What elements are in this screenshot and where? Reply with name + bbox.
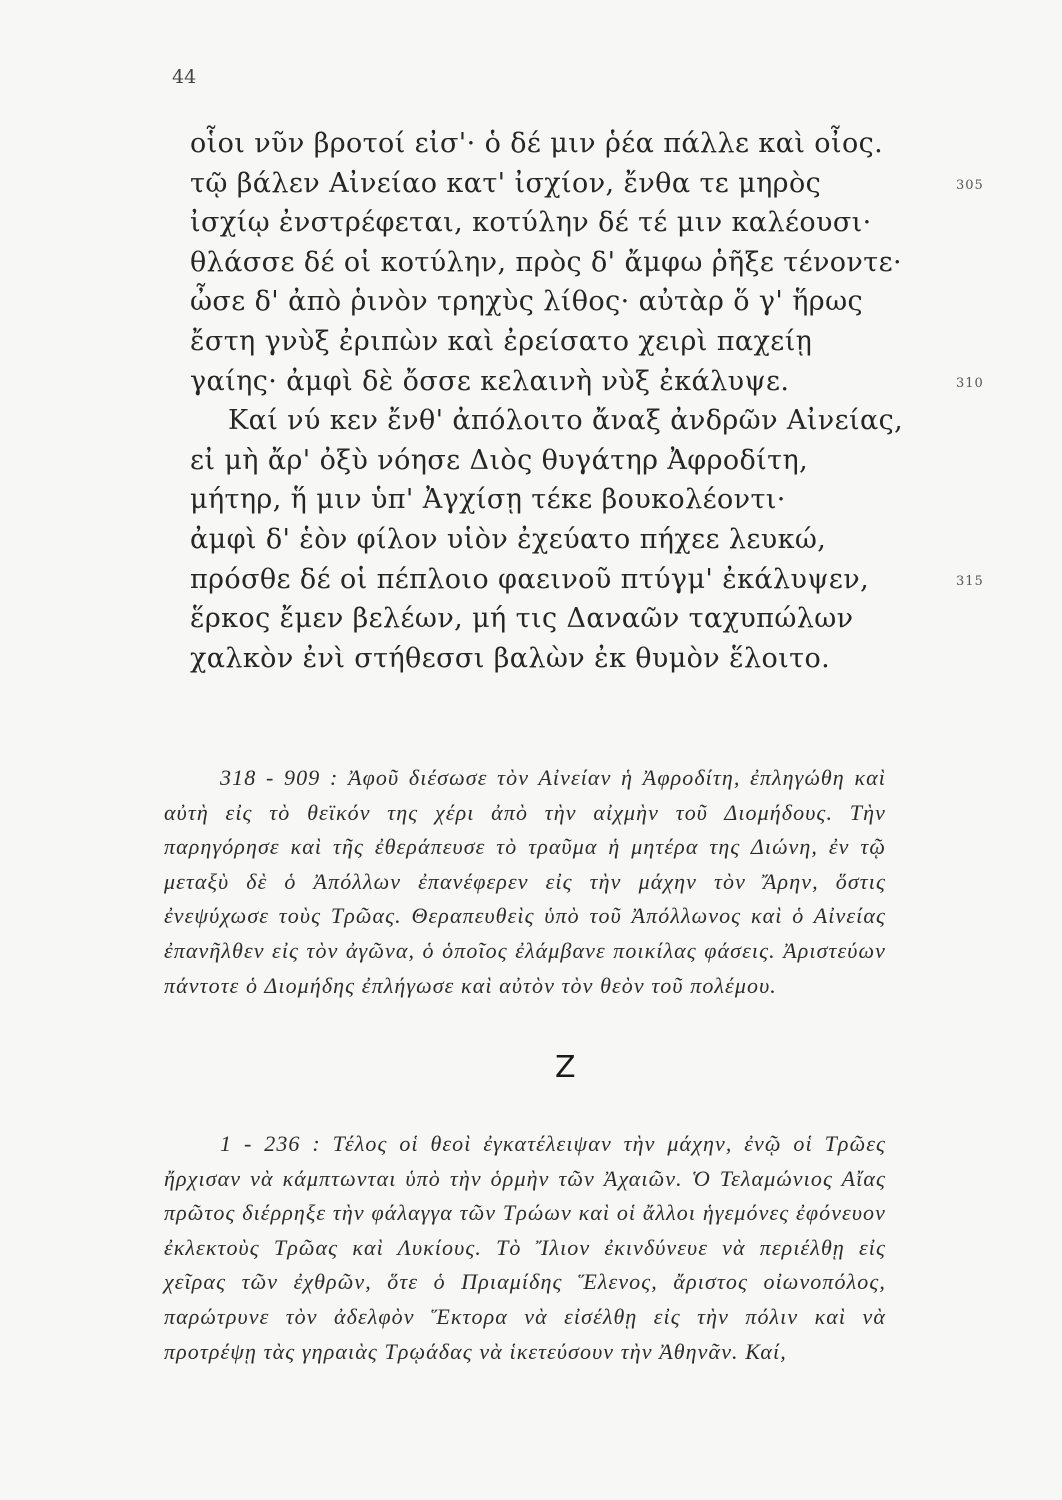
verse-text: ἔστη γνὺξ ἐριπὼν καὶ ἐρείσατο χειρὶ παχείῃ <box>190 325 813 357</box>
verse-text: ἰσχίῳ ἐνστρέφεται, κοτύλην δέ τέ μιν καλέουσι· <box>190 207 872 239</box>
verse-text: Καί νύ κεν ἔνθ' ἀπόλοιτο ἄναξ ἀνδρῶν Αἰνείας, <box>228 405 904 437</box>
verse-text: ὦσε δ' ἀπὸ ῥινὸν τρηχὺς λίθος· αὐτὰρ ὅ γ' ἥρως <box>190 286 864 318</box>
section-heading: Z <box>555 1050 576 1085</box>
verse-line <box>190 560 984 600</box>
verse-line <box>190 401 910 441</box>
commentary-paragraph: 1 - 236 : Τέλος οἱ θεοὶ ἐγκατέλειψαν τὴν μάχην, ἐνῷ οἱ Τρῶες ἤρχισαν νὰ κάμπτωνται ὑπὸ τὴν ὁρμὴν τῶν Ἀχαιῶν. Ὁ Τελαμώνιος Αἴας πρῶτος διέρρηξε τὴν φάλαγγα τῶν Τρώων καὶ οἱ ἄλλοι ἡγεμόνες ἐφόνευον ἐκλεκτοὺς Τρῶας καὶ Λυκίους. Τὸ Ἴλιον ἐκινδύνευε νὰ περιέλθῃ εἰς χεῖρας τῶν ἐχθρῶν, ὅτε ὁ Πριαμίδης Ἕλενος, ἄριστος οἰωνοπόλος, παρώτρυνε τὸν ἀδελφὸν Ἕκτορα νὰ εἰσέλθῃ εἰς τὴν πόλιν καὶ νὰ προτρέψῃ τὰς γηραιὰς Τρῳάδας νὰ ἱκετεύσουν τὴν Ἀθηνᾶν. Καί, <box>164 1131 886 1364</box>
verse-text: ἀμφὶ δ' ἑὸν φίλον υἱὸν ἐχεύατο πήχεε λευκώ, <box>190 523 827 555</box>
verse-text: θλάσσε δέ οἱ κοτύλην, πρὸς δ' ἄμφω ῥῆξε τένοντε· <box>190 246 902 278</box>
verse-line <box>190 164 984 204</box>
verse-text: γαίης· ἀμφὶ δὲ ὄσσε κελαινὴ νὺξ ἐκάλυψε. <box>190 365 790 397</box>
verse-line <box>190 441 910 481</box>
verse-text: οἷοι νῦν βροτοί εἰσ'· ὁ δέ μιν ῥέα πάλλε καὶ οἶος. <box>190 128 884 159</box>
verse-number: 305 <box>956 177 984 193</box>
verse-line <box>190 282 910 322</box>
verse-text: ἕρκος ἔμεν βελέων, μή τις Δαναῶν ταχυπώλων <box>190 603 854 635</box>
verse-line <box>190 243 910 283</box>
verse-line <box>190 639 910 679</box>
page-number: 44 <box>172 66 197 88</box>
verse-text: εἰ μὴ ἄρ' ὀξὺ νόησε Διὸς θυγάτηρ Ἀφροδίτη, <box>190 444 809 476</box>
verse-line <box>190 599 910 639</box>
verse-text: πρόσθε δέ οἱ πέπλοιο φαεινοῦ πτύγμ' ἐκάλυψεν, <box>190 563 870 595</box>
verse-line <box>190 203 910 243</box>
verse-number: 310 <box>956 375 984 391</box>
verse-line <box>190 124 910 164</box>
verse-text: μήτηρ, ἥ μιν ὑπ' Ἀγχίσῃ τέκε βουκολέοντι· <box>190 484 786 516</box>
verse-text: τῷ βάλεν Αἰνείαο κατ' ἰσχίον, ἔνθα τε μηρὸς <box>190 167 822 199</box>
verse-line <box>190 322 910 362</box>
verse-line <box>190 520 910 560</box>
verse-number: 315 <box>956 573 984 589</box>
verse-line <box>190 480 910 520</box>
verse-text: χαλκὸν ἐνὶ στήθεσσι βαλὼν ἐκ θυμὸν ἕλοιτο. <box>190 642 831 674</box>
verse-line <box>190 362 984 402</box>
poem-text <box>190 124 984 678</box>
commentary-paragraph: 318 - 909 : Ἀφοῦ διέσωσε τὸν Αἰνείαν ἡ Ἀφροδίτη, ἐπληγώθη καὶ αὐτὴ εἰς τὸ θεϊκόν της χέρι ἀπὸ τὴν αἰχμὴν τοῦ Διομήδους. Τὴν παρηγόρησε καὶ τῆς ἐθεράπευσε τὸ τραῦμα ἡ μητέρα της Διώνη, ἐν τῷ μεταξὺ δὲ ὁ Ἀπόλλων ἐπανέφερεν εἰς τὴν μάχην τὸν Ἄρην, ὅστις ἐνεψύχωσε τοὺς Τρῶας. Θεραπευθεὶς ὑπὸ τοῦ Ἀπόλλωνος καὶ ὁ Αἰνείας ἐπανῆλθεν εἰς τὸν ἀγῶνα, ὁ ὁποῖος ἐλάμβανε ποικίλας φάσεις. Ἀριστεύων πάντοτε ὁ Διομήδης ἐπλήγωσε καὶ αὐτὸν τὸν θεὸν τοῦ πολέμου. <box>164 765 886 998</box>
